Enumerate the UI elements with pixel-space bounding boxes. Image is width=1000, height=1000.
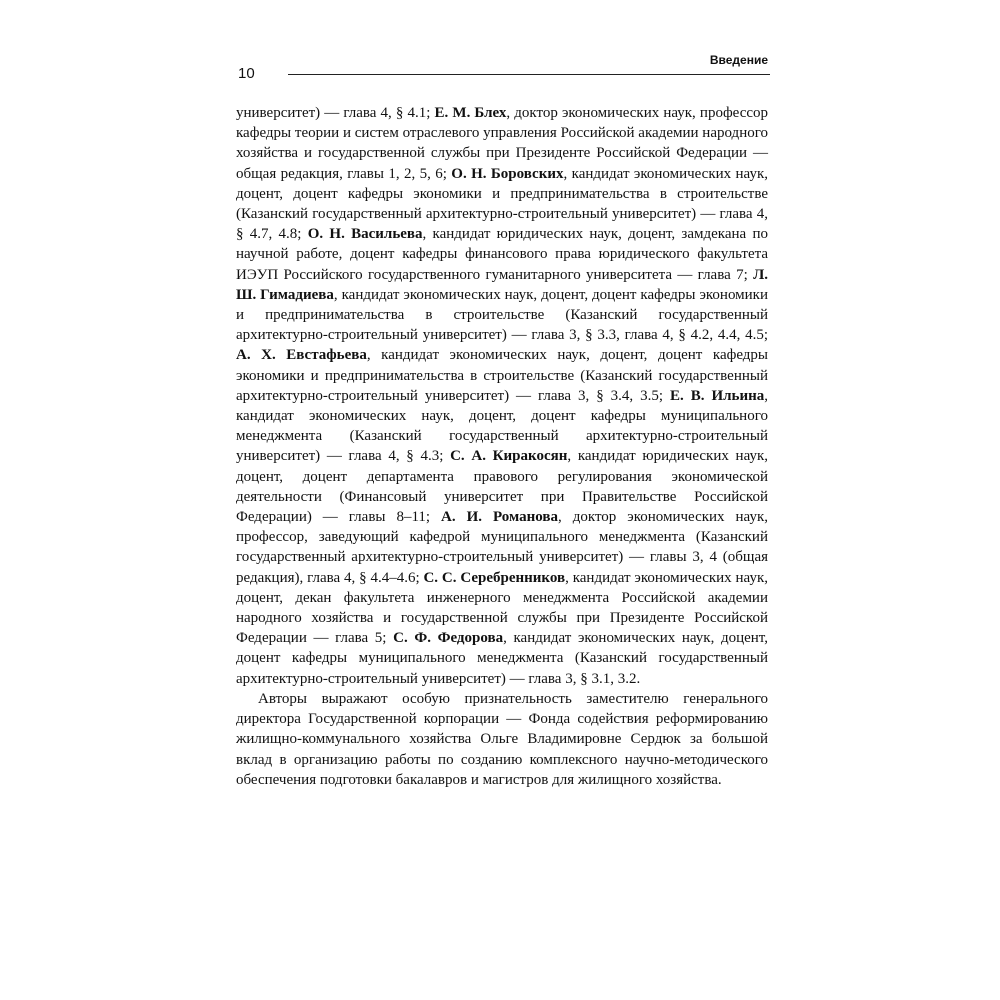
contributor-name: А. Х. Евстафьева [236,347,367,364]
contributor-description: , кандидат экономических наук, доцент, доцент кафедры экономики и предпринимательства в строительстве (Казанский государственный архитектурно-строительный университет) — глава 3, § 3.4, 3.5; [236,347,769,404]
contributors-paragraph [236,103,768,689]
running-head [232,52,770,82]
contributor-name: А. И. Романова [441,509,558,526]
contributor-description: , кандидат юридических наук, доцент, замдекана по научной работе, доцент кафедры финансового права юридического факультета ИЭУП Российского государственного гуманитарного университета — глава 7; [236,226,768,283]
page-number: 10 [238,65,255,82]
contributor-name: С. Ф. Федорова [393,630,504,647]
contributor-name: Л. Ш. Гимадиева [236,266,768,303]
contributor-description: , кандидат экономических наук, доцент, доцент кафедры муниципального менеджмента (Казанский государственный архитектурно-строительный университет) — глава 4, § 4.3; [236,387,768,465]
contributor-description: , доктор экономических наук, профессор, заведующий кафедрой муниципального менеджмента (Казанский государственный архитектурно-строительный университет) — главы 3, 4 (общая редакция), глава 4, § 4.4–4.6; [236,509,768,586]
contributor-prefix: университет) — глава 4, § 4.1; [236,105,435,121]
contributor-name: Е. В. Ильина [670,387,765,404]
contributor-name: Е. М. Блех [434,105,507,121]
body-text [236,103,768,790]
acknowledgement-paragraph: Авторы выражают особую признательность заместителю генерального директора Государственной корпорации — Фонда содействия реформированию жилищно-коммунального хозяйства Ольге Владимировне Сердюк за большой вклад в организацию работы по созданию комплексного научно-методического обеспечения подготовки бакалавров и магистров для жилищного хозяйства. [236,690,768,788]
contributor-description: , кандидат экономических наук, доцент, декан факультета инженерного менеджмента Российской академии народного хозяйства и государственной службы при Президенте Российской Федерации — глава 5; [236,569,768,647]
contributor-description: , кандидат экономических наук, доцент, доцент кафедры экономики и предпринимательства в строительстве (Казанский государственный архитектурно-строительный университет) — глава 4, § 4.7, 4.8; [236,165,768,243]
contributor-name: О. Н. Боровских [451,165,564,182]
contributor-description: , доктор экономических наук, профессор кафедры теории и систем отраслевого управления Российской академии народного хозяйства и государственной службы при Президенте Российской Федерации — общая редакция, главы 1, 2, 5, 6; [236,105,769,182]
contributor-name: С. С. Серебренников [423,569,566,586]
section-title: Введение [709,53,768,67]
contributor-description: , кандидат экономических наук, доцент, доцент кафедры экономики и предпринимательства в строительстве (Казанский государственный архитектурно-строительный университет) — глава 3, § 3.3, глава 4, § 4.2, 4.4, 4.5; [236,286,768,344]
contributor-description: , кандидат юридических наук, доцент, доцент департамента правового регулирования экономической деятельности (Финансовый университет при Правительстве Российской Федерации) — главы 8–11; [236,448,768,526]
contributor-name: О. Н. Васильева [307,226,423,243]
header-rule [288,74,770,75]
contributor-description: , кандидат экономических наук, доцент, доцент кафедры муниципального менеджмента (Казанский государственный архитектурно-строительный университет) — глава 3, § 3.1, 3.2. [236,630,768,687]
contributor-name: С. А. Киракосян [450,448,568,465]
